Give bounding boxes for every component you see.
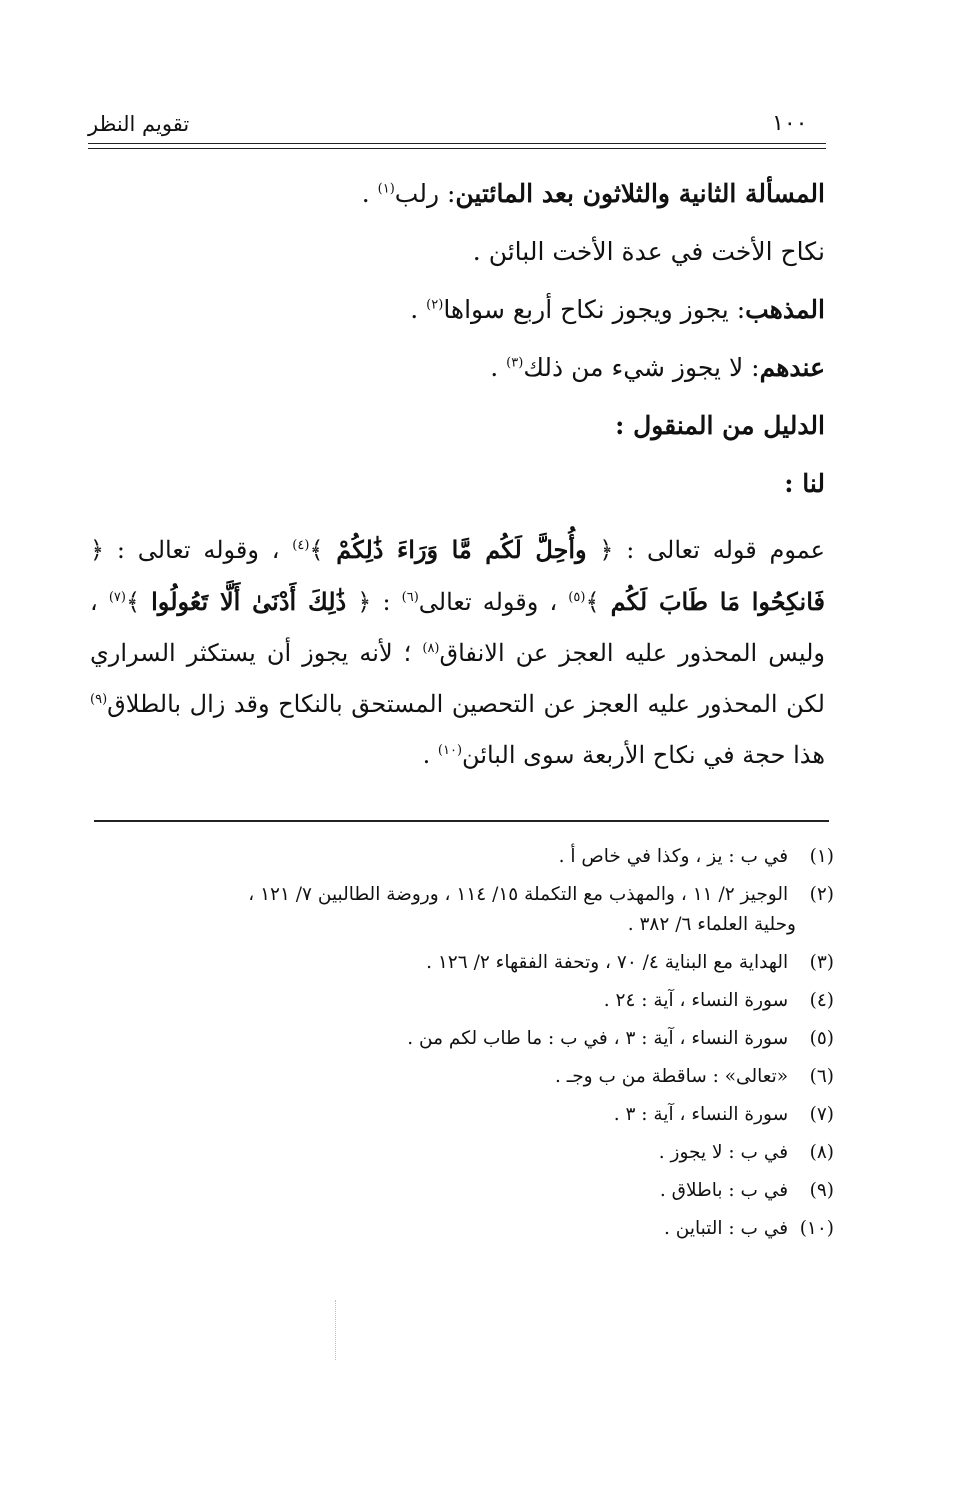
issue-title-bold: المسألة الثانية والثلاثون بعد المائتين	[455, 179, 825, 208]
issue-subject: نكاح الأخت في عدة الأخت البائن .	[472, 237, 825, 266]
footnote-ref[interactable]: (٩)	[90, 692, 108, 707]
paragraph-text: .	[422, 741, 438, 769]
footnote-item	[94, 986, 834, 1016]
footnote-number: (١٠)	[799, 1218, 834, 1239]
footnote-text: في ب : التباين .	[663, 1218, 789, 1239]
running-header-title: تقويم النظر	[88, 112, 190, 136]
main-text	[90, 168, 825, 781]
footnote-ref[interactable]: (٣)	[506, 355, 524, 371]
footnote-ref[interactable]: (٢)	[426, 297, 444, 313]
footnote-item	[94, 1214, 834, 1244]
footnote-item	[94, 842, 834, 872]
footnote-ref[interactable]: (٧)	[108, 590, 126, 605]
footnote-ref[interactable]: (٥)	[568, 590, 586, 605]
footnote-number: (٥)	[809, 1028, 834, 1049]
footnote-item	[94, 1024, 834, 1054]
scan-artifact	[335, 1300, 337, 1360]
footnote-item	[94, 1062, 834, 1092]
footnotes	[94, 842, 834, 1252]
madhhab-text: : يجوز ويجوز نكاح أربع سواها	[443, 295, 746, 324]
footnote-number: (٢)	[809, 884, 834, 905]
footnote-ref[interactable]: (٤)	[292, 538, 310, 553]
evidence-paragraph	[90, 524, 825, 781]
quran-verse: وأُحِلَّ لَكُم مَّا وَرَاءَ ذَٰلِكُمْ	[336, 535, 587, 564]
footnote-ref[interactable]: (١٠)	[437, 743, 463, 758]
paragraph-text: هذا حجة في نكاح الأربعة سوى البائن	[462, 741, 825, 769]
paragraph-text: ﴾	[125, 588, 152, 616]
footnote-number: (٤)	[809, 990, 834, 1011]
madhhab-line	[90, 284, 825, 342]
footnote-number: (٨)	[809, 1142, 834, 1163]
indahum-line	[90, 342, 825, 400]
header-rule-bottom	[88, 148, 826, 149]
footnote-text: في ب : لا يجوز .	[658, 1142, 789, 1163]
paragraph-text: ، وقوله تعالى : ﴿	[90, 536, 293, 564]
footnote-continuation: وحلية العلماء ٦/ ٣٨٢ .	[627, 914, 796, 935]
paragraph-text: ﴾	[585, 588, 611, 616]
lana-heading: لنا :	[784, 469, 825, 498]
paragraph-text: عموم قوله تعالى : ﴿	[586, 536, 825, 564]
footnote-text: في ب : يز ، وكذا في خاص أ .	[558, 846, 789, 867]
quran-verse: ذَٰلِكَ أَدْنَىٰ أَلَّا تَعُولُوا	[151, 587, 347, 616]
paragraph-text: ، وليس المحذور عليه العجز عن الانفاق	[90, 588, 825, 667]
footnote-ref[interactable]: (٦)	[401, 590, 419, 605]
footnote-ref[interactable]: (٨)	[422, 641, 440, 656]
header-rule-top	[88, 143, 826, 144]
footnote-text: «تعالى» : ساقطة من ب وجـ .	[555, 1066, 789, 1087]
footnote-number: (١)	[809, 846, 834, 867]
paragraph-text: ﴾	[309, 536, 337, 564]
footnote-item	[94, 1138, 834, 1168]
footnote-text: الوجيز ٢/ ١١ ، والمهذب مع التكملة ١٥/ ١١٤ ، وروضة الطالبين ٧/ ١٢١ ،	[248, 884, 789, 905]
evidence-heading: الدليل من المنقول :	[615, 411, 825, 440]
madhhab-end: .	[410, 295, 427, 324]
footnote-text: سورة النساء ، آية : ٣ .	[613, 1104, 789, 1125]
footnote-ref[interactable]: (١)	[377, 181, 395, 197]
page-number: ١٠٠	[772, 111, 808, 136]
footnote-separator	[94, 820, 829, 822]
footnote-number: (٣)	[809, 952, 834, 973]
quran-verse: فَانكِحُوا مَا طَابَ لَكُم	[610, 587, 826, 616]
indahum-end: .	[490, 353, 507, 382]
indahum-text: : لا يجوز شيء من ذلك	[523, 353, 760, 382]
madhhab-label: المذهب	[745, 295, 825, 324]
footnote-number: (٧)	[809, 1104, 834, 1125]
footnote-item	[94, 948, 834, 978]
footnote-item	[94, 880, 834, 940]
footnote-item	[94, 1100, 834, 1130]
footnote-item	[94, 1176, 834, 1206]
issue-title-rest: : رلب	[394, 179, 456, 208]
issue-title-end: .	[361, 179, 378, 208]
footnote-number: (٦)	[809, 1066, 834, 1087]
footnote-text: سورة النساء ، آية : ٣ ، في ب : ما طاب لكم من .	[407, 1028, 789, 1049]
footnote-text: في ب : باطلاق .	[659, 1180, 789, 1201]
indahum-label: عندهم	[759, 353, 825, 382]
footnote-text: الهداية مع البناية ٤/ ٧٠ ، وتحفة الفقهاء ٢/ ١٢٦ .	[426, 952, 789, 973]
paragraph-text: ؛ لأنه يجوز أن يستكثر السراري لكن المحذور عليه العجز عن التحصين المستحق بالنكاح وقد زال بالطلاق	[90, 639, 825, 718]
footnote-number: (٩)	[809, 1180, 834, 1201]
paragraph-text: : ﴿	[346, 588, 402, 616]
paragraph-text: ، وقوله تعالى	[418, 588, 569, 616]
footnote-text: سورة النساء ، آية : ٢٤ .	[603, 990, 789, 1011]
issue-title	[90, 168, 825, 226]
